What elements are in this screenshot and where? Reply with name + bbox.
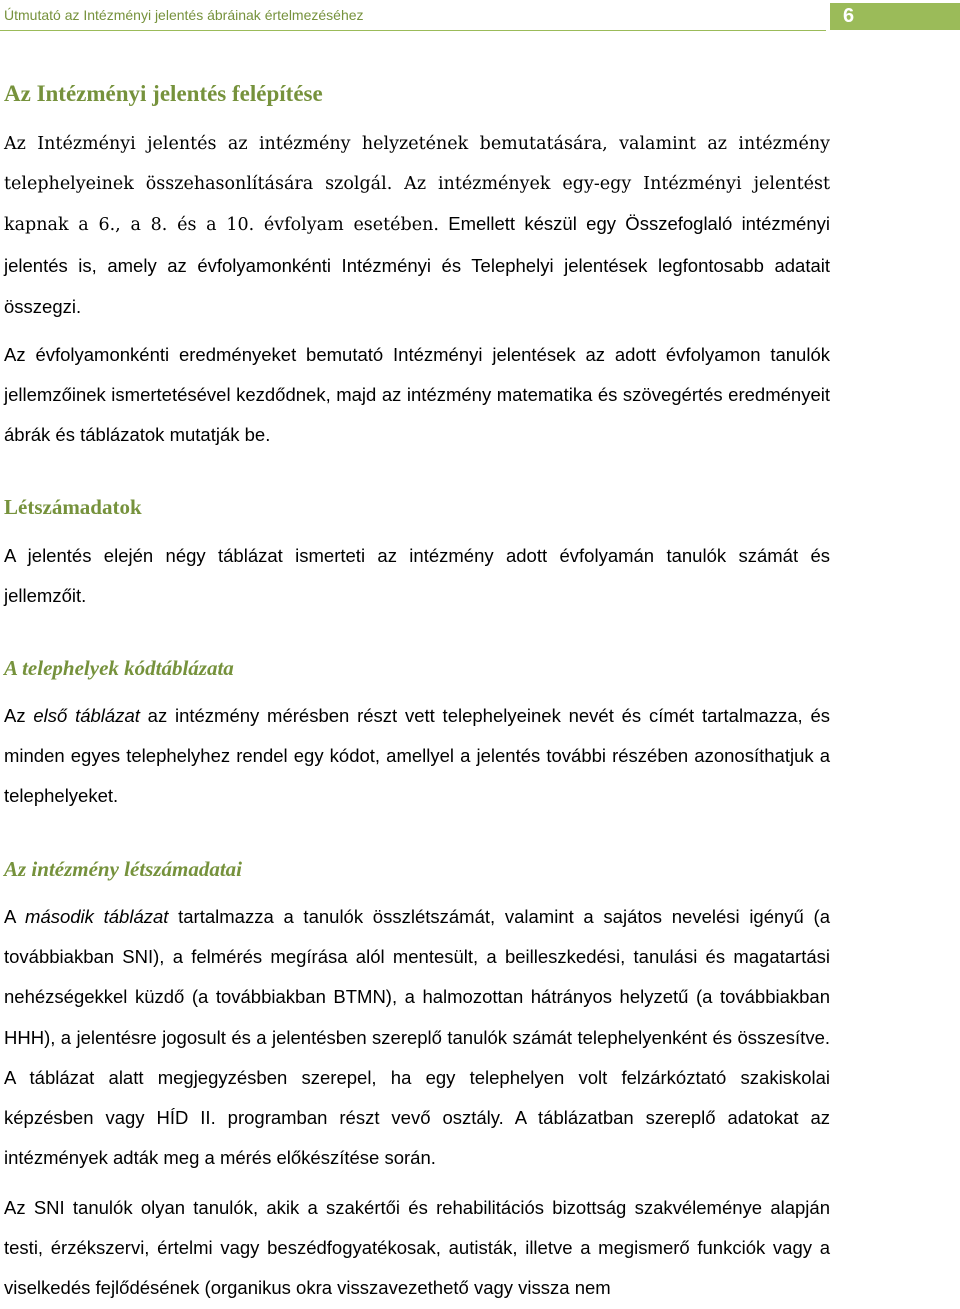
emphasis-first-table: első táblázat [33,705,140,726]
page-header [0,0,960,32]
header-rule [0,30,826,31]
paragraph-text: Az [4,705,34,726]
section-heading-codes: A telephelyek kódtáblázata [4,656,234,680]
paragraph-text: Az Intézményi jelentés az intézmény helyzetének bemutatására, valamint az intézmény telephelyeinek összehasonlítására szolgál. Az intézmények egy-egy Intézményi jelentést kapnak a 6., a 8. és a 10. évfolyam esetében. [4,134,830,236]
paragraph-structure-results: Az évfolyamonkénti eredményeket bemutató Intézményi jelentések az adott évfolyamon tanulók jellemzőinek ismertetésével kezdődnek, majd az intézmény matematika és szövegértés eredményeit ábrák és táblázatok mutatják be. [4,344,830,446]
header-title: Útmutató az Intézményi jelentés ábráinak értelmezéséhez [4,7,364,23]
paragraph-text: tartalmazza a tanulók összlétszámát, valamint a sajátos nevelési igényű (a továbbiakban SNI), a felmérés megírása alól mentesült, a beilleszkedési, tanulási és magatartási nehézségekkel küzdő (a továbbiakban BTMN), a halmozottan hátrányos helyzetű (a továbbiakban HHH), a jelentésre jogosult és a jelentésben szereplő tanulók számát telephelyenként és összesítve. A táblázat alatt megjegyzésben szerepel, ha egy telephelyen volt felzárkóztató szakiskolai képzésben vagy HÍD II. programban részt vevő osztály. A táblázatban szereplő adatokat az intézmények adták meg a mérés előkészítése során. [4,906,830,1169]
emphasis-second-table: második táblázat [25,906,169,927]
section-heading-structure: Az Intézményi jelentés felépítése [4,81,323,106]
paragraph-sni: Az SNI tanulók olyan tanulók, akik a szakértői és rehabilitációs bizottság szakvéleménye alapján testi, érzékszervi, értelmi vagy beszédfogyatékosak, autisták, illetve a megismerő funkciók vagy a viselkedés fejlődésének (organikus okra visszavezethető vagy vissza nem [4,1197,830,1299]
paragraph-headcount: A jelentés elején négy táblázat ismerteti az intézmény adott évfolyamán tanulók számát és jellemzőit. [4,545,830,607]
paragraph-data [4,897,830,1178]
section-heading-headcount: Létszámadatok [4,495,142,519]
paragraph-text: az intézmény mérésben részt vett telephelyeinek nevét és címét tartalmazza, és minden egyes telephelyhez rendel egy kódot, amellyel a jelentés további részében azonosíthatjuk a telephelyeket. [4,705,831,807]
section-heading-data: Az intézmény létszámadatai [4,857,243,881]
paragraph-text: A [4,906,26,927]
page-number: 6 [830,3,960,30]
paragraph-structure-intro [4,124,830,328]
paragraph-codes [4,696,830,817]
paragraph-text: Emellett készül egy Összefoglaló intézményi jelentés is, amely az évfolyamonkénti Intézményi és Telephelyi jelentések legfontosabb adatait összegzi. [4,213,830,317]
